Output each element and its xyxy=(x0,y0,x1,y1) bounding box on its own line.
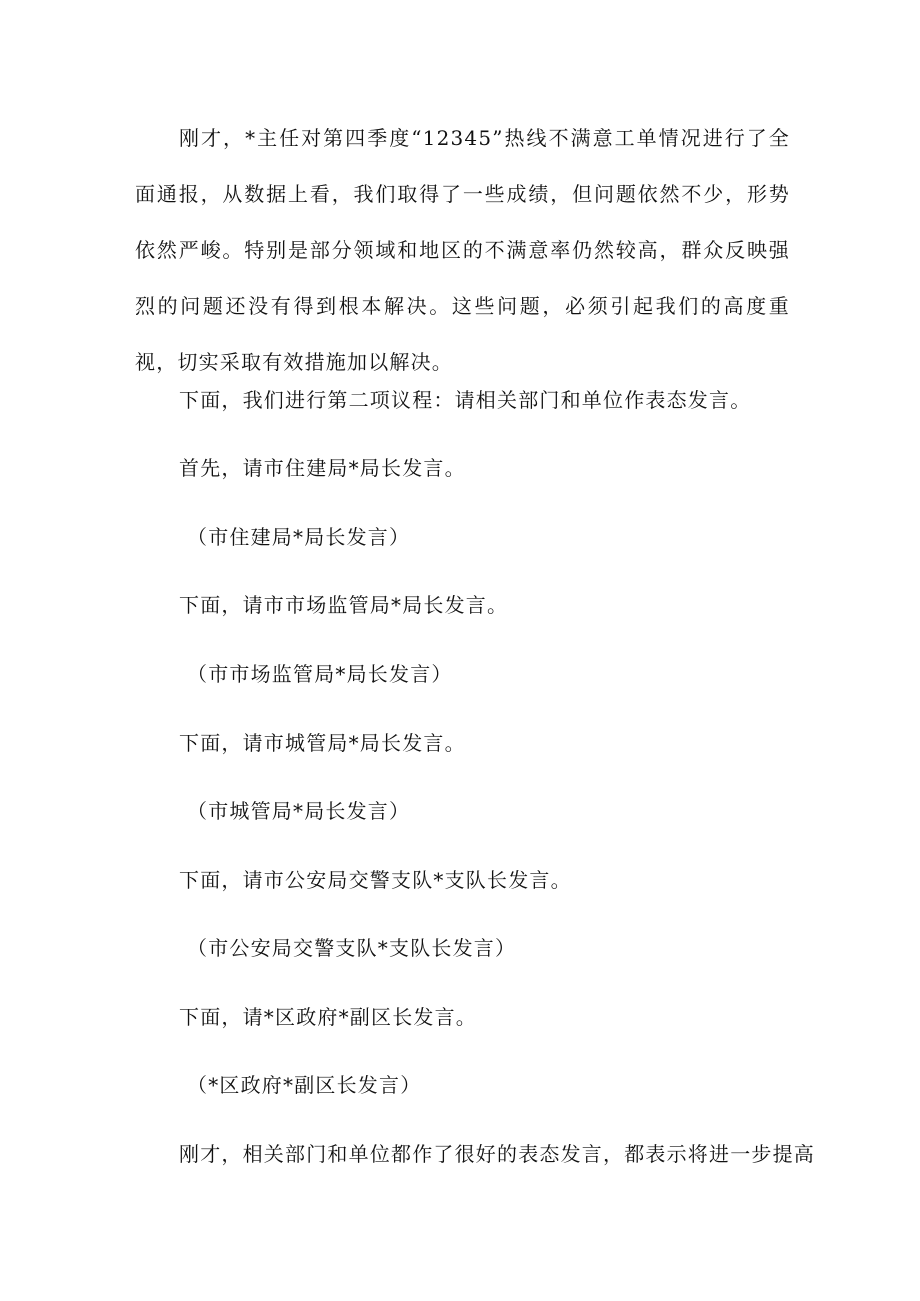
speaker-note-district: （*区政府*副区长发言） xyxy=(187,1073,422,1097)
closing-paragraph: 刚才，相关部门和单位都作了很好的表态发言，都表示将进一步提高 xyxy=(179,1142,815,1166)
agenda-item-paragraph: 下面，我们进行第二项议程：请相关部门和单位作表态发言。 xyxy=(179,388,752,412)
speaker-invite-urban: 下面，请市城管局*局长发言。 xyxy=(179,731,466,755)
speaker-invite-district: 下面，请*区政府*副区长发言。 xyxy=(179,1005,477,1029)
intro-paragraph: 刚才，*主任对第四季度“12345”热线不满意工单情况进行了全面通报，从数据上看，我们取得了一些成绩，但问题依然不少，形势依然严峻。特别是部分领域和地区的不满意率仍然较高，群众反映强烈的问题还没有得到根本解决。这些问题，必须引起我们的高度重视，切实采取有效措施加以解决。 xyxy=(135,126,790,374)
speaker-note-housing: （市住建局*局长发言） xyxy=(187,525,411,549)
speaker-note-urban: （市城管局*局长发言） xyxy=(187,799,411,823)
speaker-invite-housing: 首先，请市住建局*局长发言。 xyxy=(179,456,466,480)
speaker-note-market: （市市场监管局*局长发言） xyxy=(187,662,453,686)
speaker-invite-traffic: 下面，请市公安局交警支队*支队长发言。 xyxy=(179,868,572,892)
speaker-note-traffic: （市公安局交警支队*支队长发言） xyxy=(187,936,517,960)
speaker-invite-market: 下面，请市市场监管局*局长发言。 xyxy=(179,593,509,617)
